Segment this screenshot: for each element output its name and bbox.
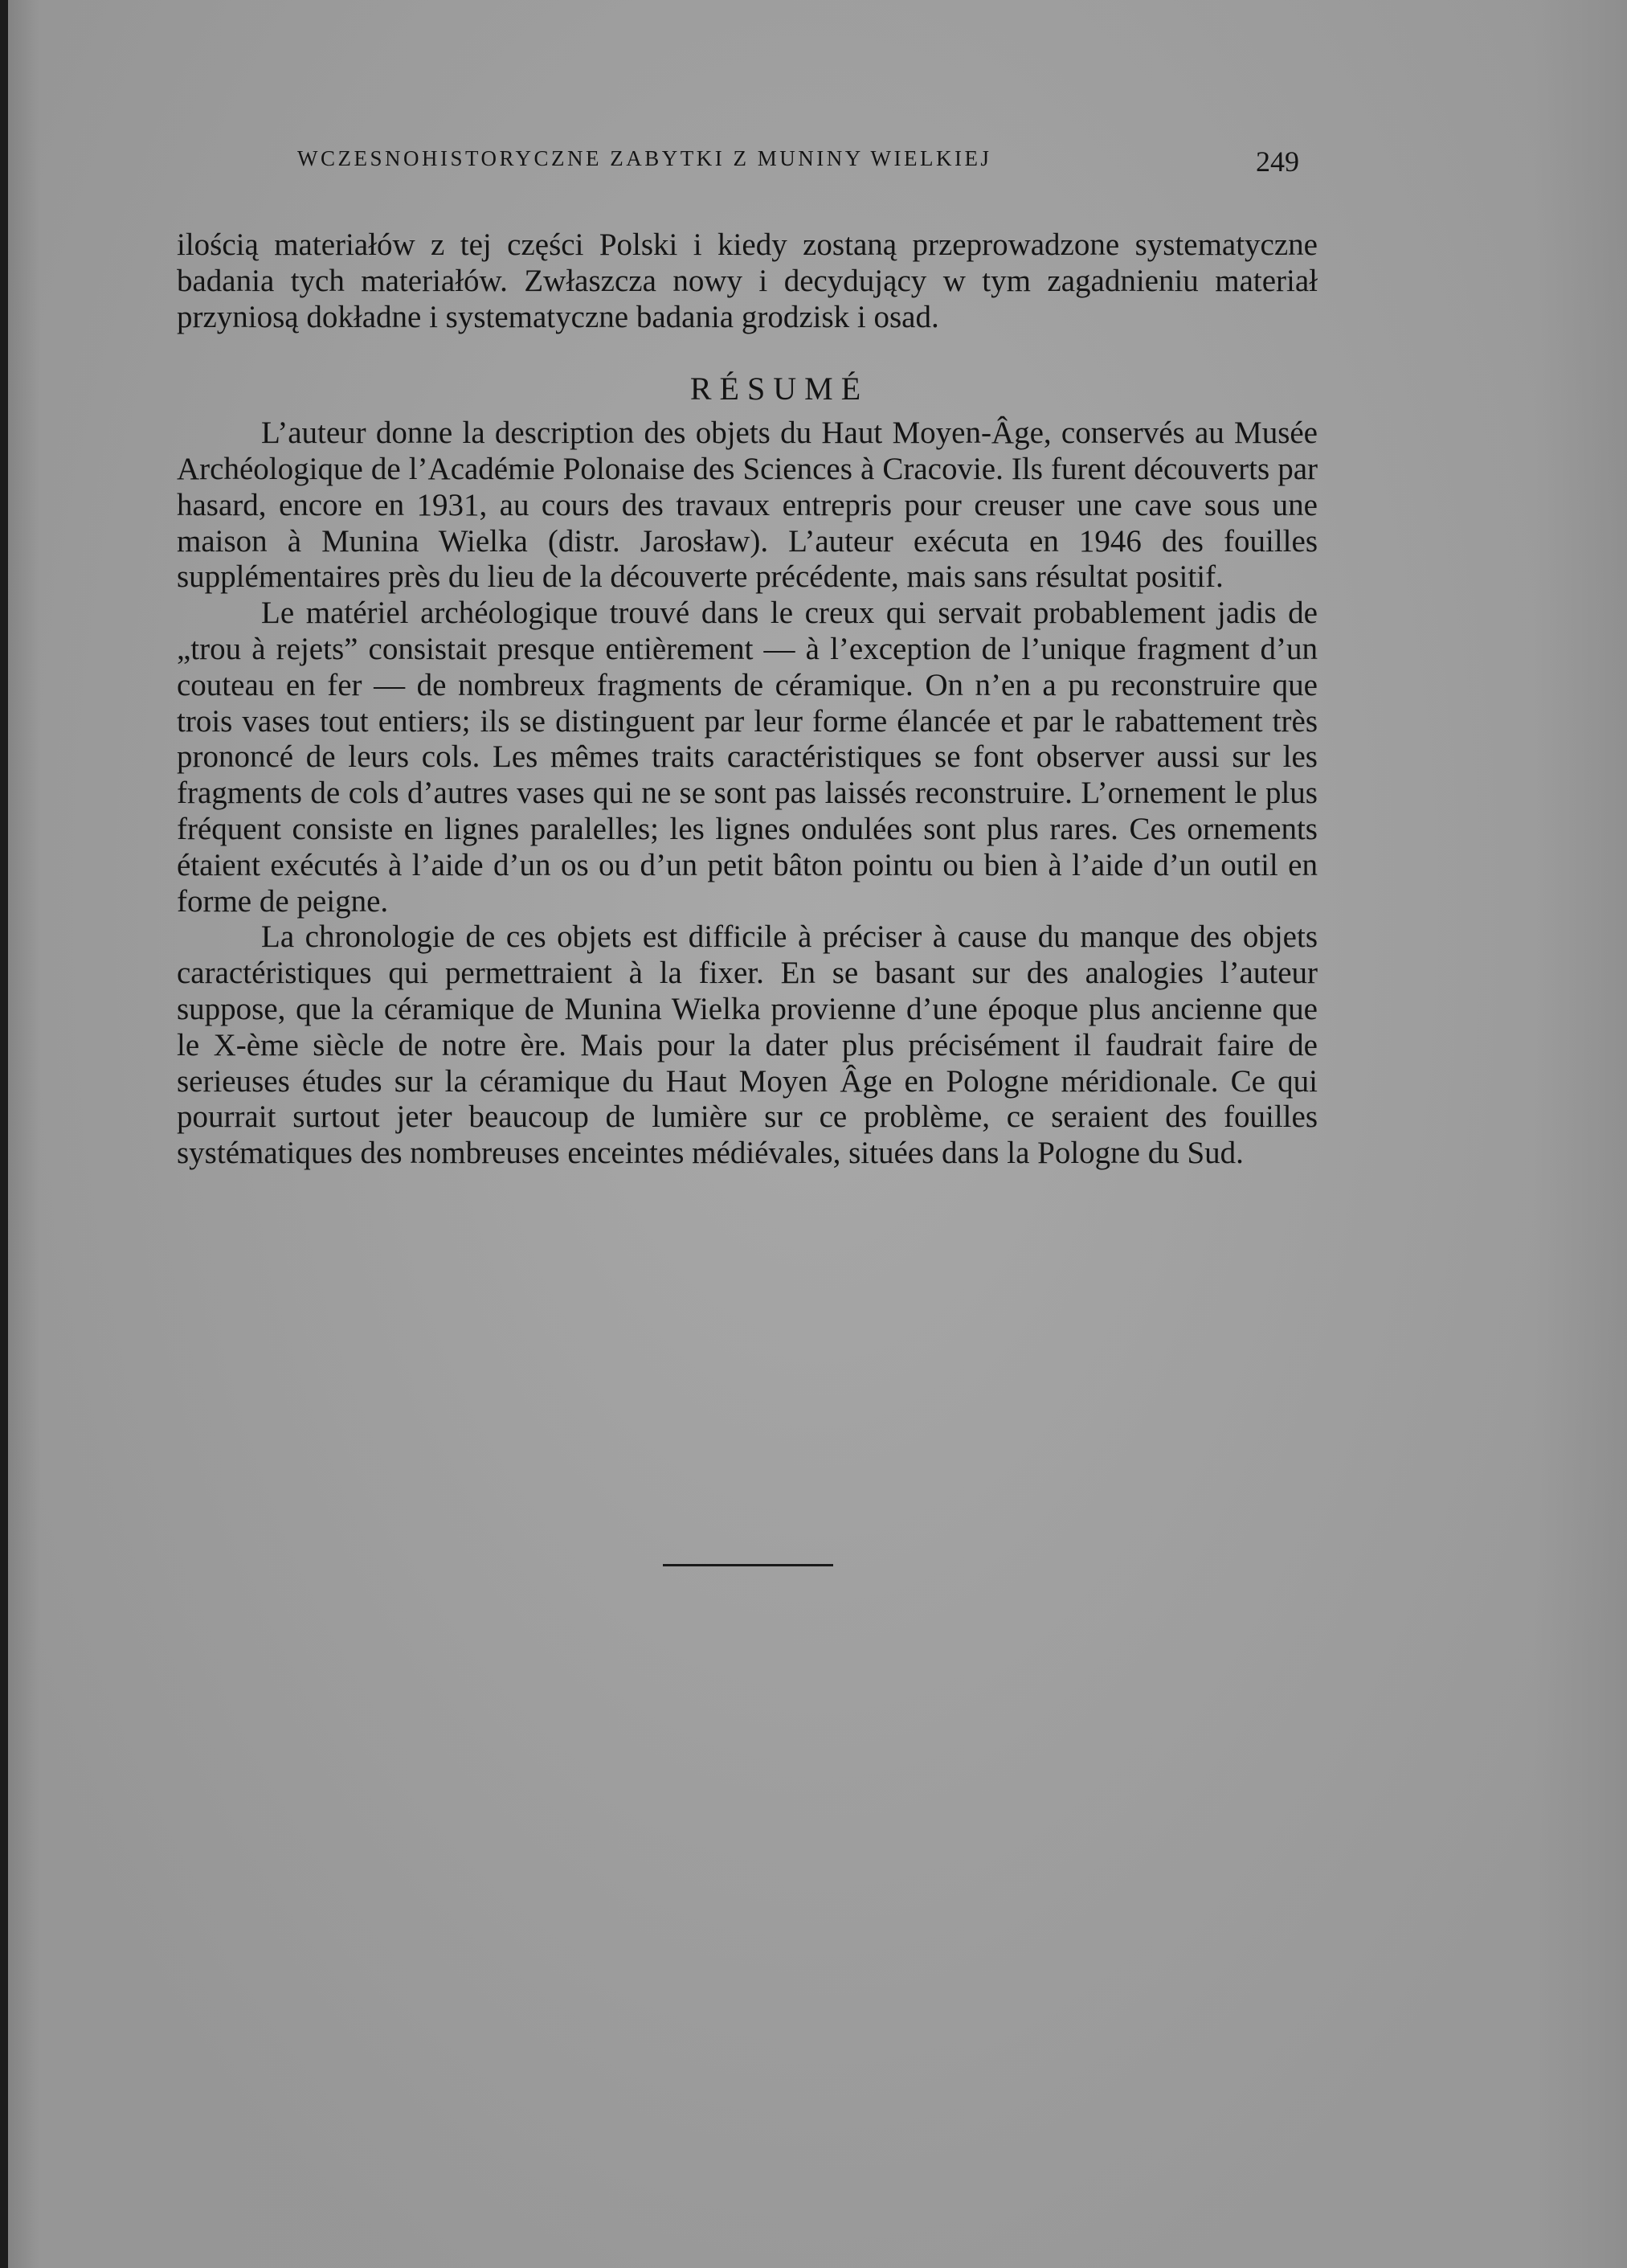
end-rule (663, 1564, 833, 1566)
running-head: WCZESNOHISTORYCZNE ZABYTKI Z MUNINY WIELKIEJ (297, 146, 992, 170)
resume-paragraph-1: L’auteur donne la description des objets du Haut Moyen-Âge, conservés au Musée Archéologique de l’Académie Polonaise des Sciences à Cracovie. Ils furent découverts par hasard, encore en 1931, au cours des travaux entrepris pour creuser une cave sous une maison à Munina Wielka (distr. Jarosław). L’auteur exécuta en 1946 des fouilles supplémentaires près du lieu de la découverte précédente, mais sans résultat positif. (177, 416, 1318, 595)
book-page (8, 0, 1627, 2268)
resume-heading: RÉSUMÉ (689, 370, 869, 407)
page-number: 249 (1256, 145, 1299, 178)
continuation-paragraph: ilością materiałów z tej części Polski i kiedy zostaną przeprowadzone systematyczne badania tych materiałów. Zwłaszcza nowy i decydujący w tym zagadnieniu materiał przyniosą dokładne i systematyczne badania grodzisk i osad. (177, 227, 1318, 334)
resume-paragraph-3: La chronologie de ces objets est difficile à préciser à cause du manque des objets caractéristiques qui permettraient à la fixer. En se basant sur des analogies l’auteur suppose, que la céramique de Munina Wielka provienne d’une époque plus ancienne que le X-ème siècle de notre ère. Mais pour la dater plus précisément il faudrait faire de serieuses études sur la céramique du Haut Moyen Âge en Pologne méridionale. Ce qui pourrait surtout jeter beaucoup de lumière sur ce problème, ce seraient des fouilles systématiques des nombreuses enceintes médiévales, situées dans la Pologne du Sud. (177, 919, 1318, 1171)
text-block (177, 227, 1318, 1172)
resume-paragraph-2: Le matériel archéologique trouvé dans le creux qui servait probablement jadis de „trou à rejets” consistait presque entièrement — à l’exception de l’unique fragment d’un couteau en fer — de nombreux fragments de céramique. On n’en a pu reconstruire que trois vases tout entiers; ils se distinguent par leur forme élancée et par le rabattement très prononcé de leurs cols. Les mêmes traits caractéristiques se font observer aussi sur les fragments de cols d’autres vases qui ne se sont pas laissés reconstruire. L’ornement le plus fréquent consiste en lignes paralelles; les lignes ondulées sont plus rares. Ces ornements étaient exécutés à l’aide d’un os ou d’un petit bâton pointu ou bien à l’aide d’un outil en forme de peigne. (177, 596, 1318, 919)
